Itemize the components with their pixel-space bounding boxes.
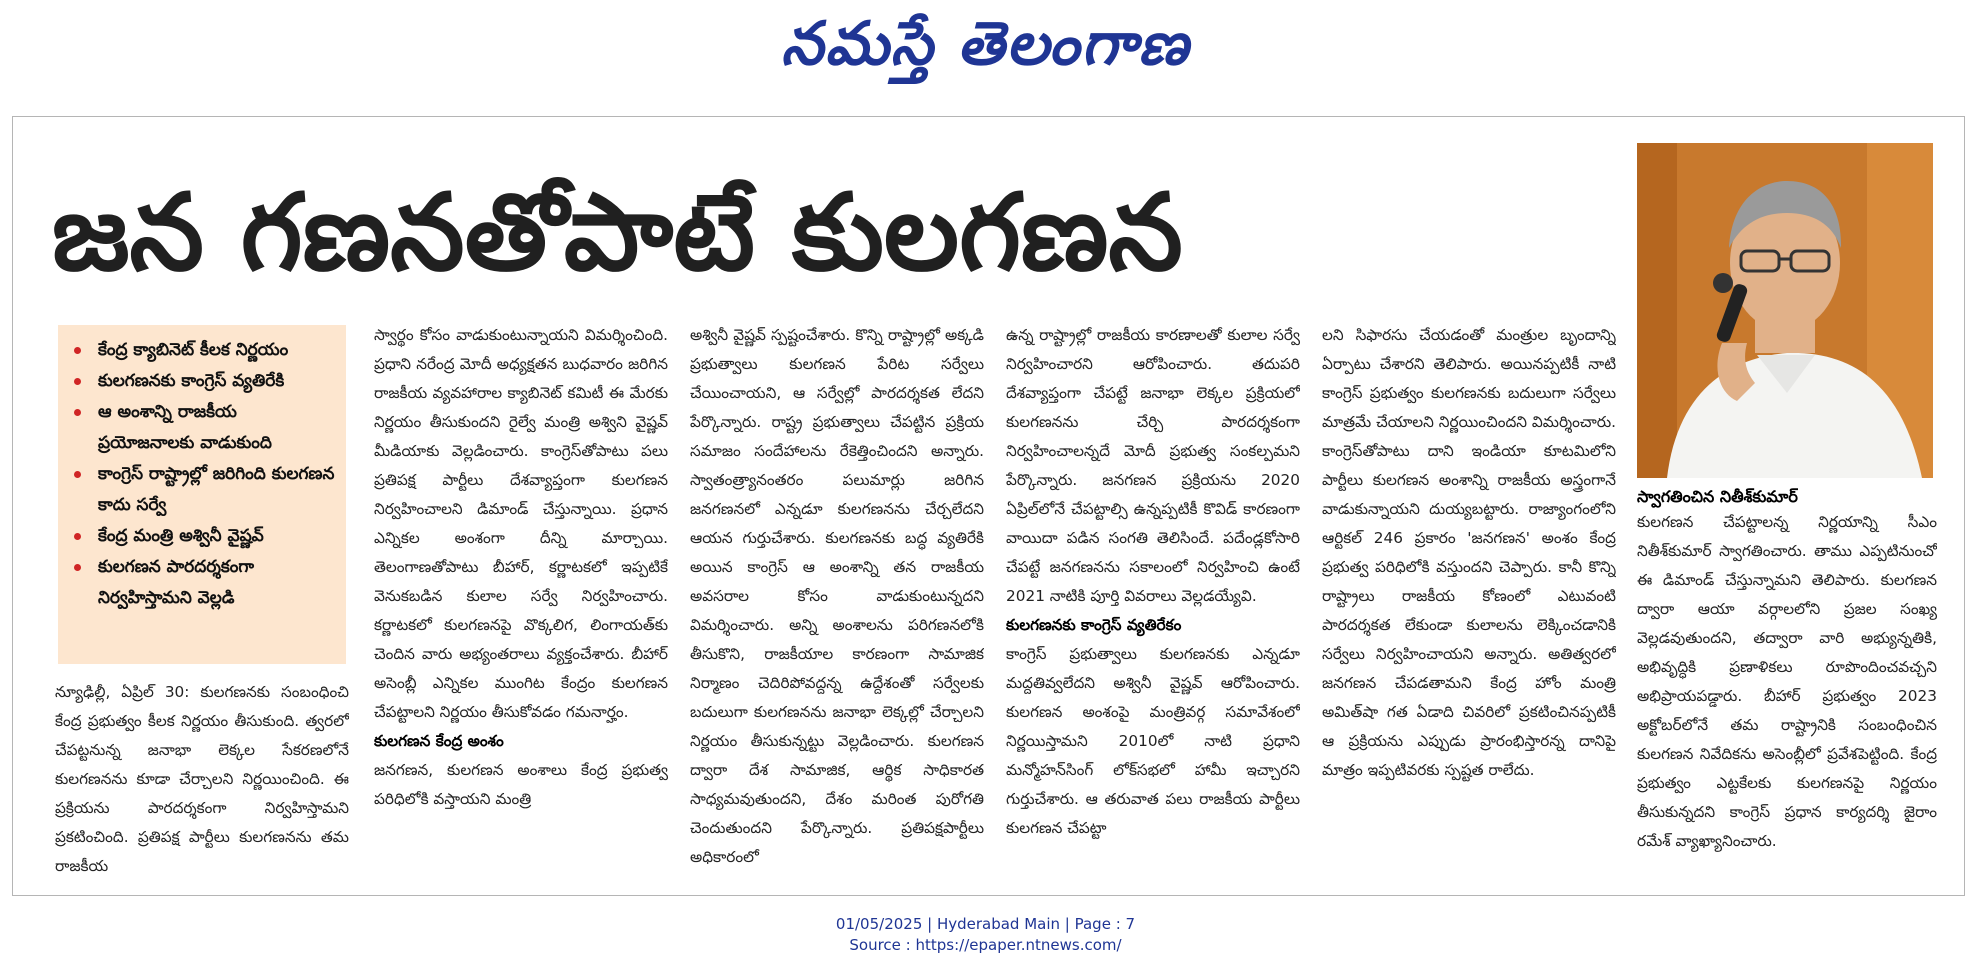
highlights-list bbox=[72, 335, 336, 614]
body-text: కులగణన చేపట్టాలన్న నిర్ణయాన్ని సీఎం నితీశ్‌కుమార్ స్వాగతించారు. తాము ఎప్పటినుంచో ఈ డిమాండ్ చేస్తున్నామని తెలిపారు. కులగణన ద్వారా ఆయా వర్గాలలోని ప్రజల సంఖ్య వెల్లడవుతుందని, తద్వారా వారి అభ్యున్నతికి, అభివృద్ధికి ప్రణాళికలు రూపొందించవచ్చని అభిప్రాయపడ్డారు. బీహార్ ప్రభుత్వం 2023 అక్టోబర్‌లోనే తమ రాష్ట్రానికి సంబంధించిన కులగణన నివేదికను అసెంబ్లీలో ప్రవేశపెట్టింది. కేంద్ర ప్రభుత్వం ఎట్టకేలకు కులగణనపై నిర్ణయం తీసుకున్నదని కాంగ్రెస్ ప్రధాన కార్యదర్శి జైరాం రమేశ్ వ్యాఖ్యానించారు. bbox=[1637, 513, 1937, 850]
article-column-4 bbox=[1006, 321, 1300, 876]
bullet-icon bbox=[74, 471, 81, 478]
body-text: లని సిఫారసు చేయడంతో మంత్రుల బృందాన్ని ఏర్పాటు చేశారని తెలిపారు. అయినప్పటికీ నాటి కాంగ్రెస్ ప్రభుత్వం కులగణనకు బదులుగా సర్వేలు మాత్రమే చేయాలని నిర్ణయించిందని విమర్శించారు. కాంగ్రెస్‌తోపాటు దాని ఇండియా కూటమిలోని పార్టీలు కులగణన అంశాన్ని రాజకీయ అస్త్రంగానే వాడుకున్నాయని దుయ్యబట్టారు. రాజ్యాంగంలోని ఆర్టికల్ 246 ప్రకారం 'జనగణన' అంశం కేంద్ర ప్రభుత్వ పరిధిలోకి వస్తుందని చెప్పారు. కానీ కొన్ని రాష్ట్రాలు రాజకీయ కోణంలో ఎటువంటి పారదర్శకత లేకుండా కులాలను లెక్కించడానికి సర్వేలు నిర్వహించాయని అన్నారు. అతిత్వరలో జనగణన చేపడతామని కేంద్ర హోం మంత్రి అమిత్‌షా గత ఏడాది చివరిలో ప్రకటించినప్పటికీ ఆ ప్రక్రియను ఎప్పుడు ప్రారంభిస్తారన్న దానిపై మాత్రం ఇప్పటివరకు స్పష్టత రాలేదు. bbox=[1322, 326, 1616, 779]
bullet-icon bbox=[74, 533, 81, 540]
highlight-item: కాంగ్రెస్ రాష్ట్రాల్లో జరిగింది కులగణన కాదు సర్వే bbox=[72, 459, 336, 521]
body-text: అశ్వినీ వైష్ణవ్ స్పష్టంచేశారు. కొన్ని రాష్ట్రాల్లో అక్కడి ప్రభుత్వాలు కులగణన పేరిట సర్వేలు చేయించాయని, ఆ సర్వేల్లో పారదర్శకత లేదని పేర్కొన్నారు. రాష్ట్ర ప్రభుత్వాలు చేపట్టిన ప్రక్రియ సమాజం సందేహాలను రేకెత్తించిందని అన్నారు. స్వాతంత్ర్యానంతరం పలుమార్లు జరిగిన జనగణనలో ఎన్నడూ కులగణనను చేర్చలేదని ఆయన గుర్తుచేశారు. కులగణనకు బద్ధ వ్యతిరేకి అయిన కాంగ్రెస్ ఆ అంశాన్ని తన రాజకీయ అవసరాల కోసం వాడుకుంటున్నదని విమర్శించారు. అన్ని అంశాలను పరిగణనలోకి తీసుకొని, రాజకీయాల కారణంగా సామాజిక నిర్మాణం చెదిరిపోవద్దన్న ఉద్దేశంతో సర్వేలకు బదులుగా కులగణనను జనాభా లెక్కల్లో చేర్చాలని నిర్ణయం తీసుకున్నట్టు వెల్లడించారు. కులగణన ద్వారా దేశ సామాజిక, ఆర్థిక సాధికారత సాధ్యమవుతుందని, దేశం మరింత పురోగతి చెందుతుందని పేర్కొన్నారు. ప్రతిపక్షపార్టీలు అధికారంలో bbox=[690, 326, 984, 866]
article-column-6 bbox=[1637, 508, 1937, 876]
article-column-2 bbox=[374, 321, 668, 876]
body-text: ఉన్న రాష్ట్రాల్లో రాజకీయ కారణాలతో కులాల సర్వే నిర్వహించారని ఆరోపించారు. తదుపరి దేశవ్యాప్తంగా చేపట్టే జనాభా లెక్కల ప్రక్రియలో కులగణనను చేర్చి పారదర్శకంగా నిర్వహించాలన్నదే మోదీ ప్రభుత్వ సంకల్పమని పేర్కొన్నారు. జనగణన ప్రక్రియను 2020 ఏప్రిల్‌లోనే చేపట్టాల్సి ఉన్నప్పటికీ కొవిడ్ కారణంగా వాయిదా పడిన సంగతి తెలిసిందే. పదేండ్లకోసారి చేపట్టే జనగణనను సకాలంలో నిర్వహించి ఉంటే 2021 నాటికి పూర్తి వివరాలు వెల్లడయ్యేవి. bbox=[1006, 326, 1300, 605]
masthead-logo: నమస్తే తెలంగాణ bbox=[780, 9, 1191, 79]
footer-edition-line: 01/05/2025 | Hyderabad Main | Page : 7 bbox=[835, 915, 1136, 933]
photo-caption: స్వాగతించిన నితీశ్‌కుమార్ bbox=[1637, 487, 1798, 506]
bullet-icon bbox=[74, 347, 81, 354]
article-column-5 bbox=[1322, 321, 1616, 876]
body-text: జనగణన, కులగణన అంశాలు కేంద్ర ప్రభుత్వ పరిధిలోకి వస్తాయని మంత్రి bbox=[374, 761, 668, 808]
body-text: కాంగ్రెస్ ప్రభుత్వాలు కులగణనకు ఎన్నడూ మద్దతివ్వలేదని అశ్వినీ వైష్ణవ్ ఆరోపించారు. కులగణన అంశంపై మంత్రివర్గ సమావేశంలో నిర్ణయిస్తామని 2010లో నాటి ప్రధాని మన్మోహన్‌సింగ్ లోక్‌సభలో హామీ ఇచ్చారని గుర్తుచేశారు. ఆ తరువాత పలు రాజకీయ పార్టీలు కులగణన చేపట్టా bbox=[1006, 645, 1300, 837]
body-text: న్యూఢిల్లీ, ఏప్రిల్ 30: కులగణనకు సంబంధించి కేంద్ర ప్రభుత్వం కీలక నిర్ణయం తీసుకుంది. త్వరలో చేపట్టనున్న జనాభా లెక్కల సేకరణలోనే కులగణనను కూడా చేర్చాలని నిర్ణయించింది. ఈ ప్రక్రియను పారదర్శకంగా నిర్వహిస్తామని ప్రకటించింది. ప్రతిపక్ష పార్టీలు కులగణనను తమ రాజకీయ bbox=[55, 683, 349, 875]
section-subhead: కులగణనకు కాంగ్రెస్ వ్యతిరేకం bbox=[1006, 616, 1182, 634]
highlights-box bbox=[58, 325, 346, 664]
body-text: స్వార్థం కోసం వాడుకుంటున్నాయని విమర్శించింది. ప్రధాని నరేంద్ర మోదీ అధ్యక్షతన బుధవారం జరిగిన రాజకీయ వ్యవహారాల క్యాబినెట్ కమిటీ ఈ మేరకు నిర్ణయం తీసుకుందని రైల్వే మంత్రి అశ్విని వైష్ణవ్ మీడియాకు వెల్లడించారు. కాంగ్రెస్‌తోపాటు పలు ప్రతిపక్ష పార్టీలు దేశవ్యాప్తంగా కులగణన నిర్వహించాలని డిమాండ్ చేస్తున్నాయి. ప్రధాన ఎన్నికల అంశంగా దీన్ని మార్చాయి. తెలంగాణతోపాటు బీహార్, కర్ణాటకలో ఇప్పటికే వెనుకబడిన కులాల సర్వే నిర్వహించారు. కర్ణాటకలో కులగణనపై వొక్కలిగ, లింగాయత్‌కు చెందిన వారు అభ్యంతరాలు వ్యక్తంచేశారు. బీహార్ అసెంబ్లీ ఎన్నికల ముంగిట కేంద్రం కులగణన చేపట్టాలని నిర్ణయం తీసుకోవడం గమనార్హం. bbox=[374, 326, 668, 721]
highlight-item: కేంద్ర క్యాబినెట్ కీలక నిర్ణయం bbox=[72, 335, 336, 366]
highlight-item: కులగణన పారదర్శకంగా నిర్వహిస్తామని వెల్లడి bbox=[72, 552, 336, 614]
highlight-item: కులగణనకు కాంగ్రెస్ వ్యతిరేకి bbox=[72, 366, 336, 397]
page-footer bbox=[0, 914, 1971, 956]
highlight-item: కేంద్ర మంత్రి అశ్వినీ వైష్ణవ్ bbox=[72, 521, 336, 552]
article-column-3 bbox=[690, 321, 984, 876]
bullet-icon bbox=[74, 378, 81, 385]
bullet-icon bbox=[74, 564, 81, 571]
headline: జన గణనతోపాటే కులగణన bbox=[52, 171, 1183, 294]
article-column-1 bbox=[55, 678, 349, 876]
article-photo bbox=[1637, 143, 1933, 478]
bullet-icon bbox=[74, 409, 81, 416]
section-subhead: కులగణన కేంద్ర అంశం bbox=[374, 732, 504, 750]
highlight-item: ఆ అంశాన్ని రాజకీయ ప్రయోజనాలకు వాడుకుంది bbox=[72, 397, 336, 459]
footer-source-line[interactable]: Source : https://epaper.ntnews.com/ bbox=[849, 936, 1122, 954]
